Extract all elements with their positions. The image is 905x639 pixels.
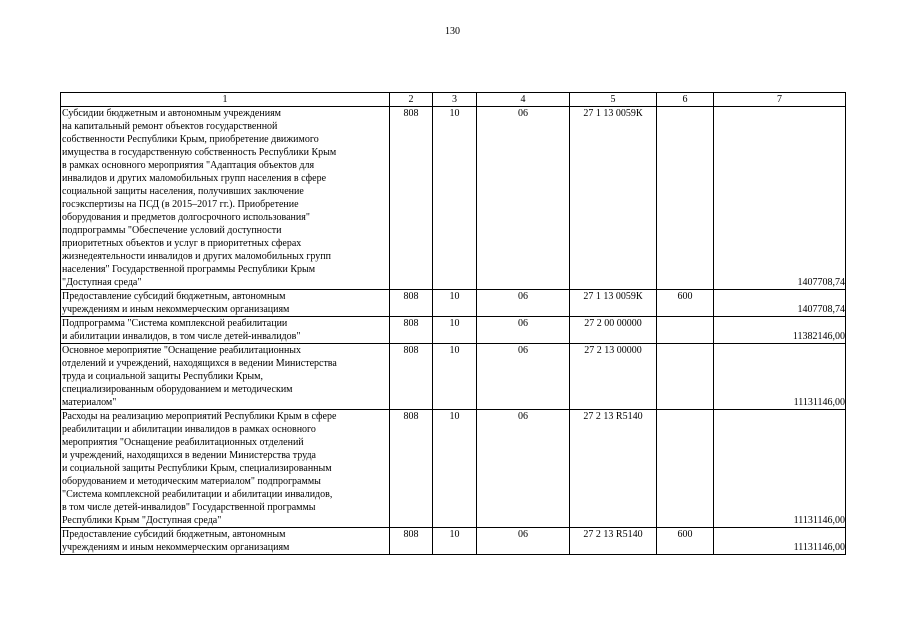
description-line: жизнедеятельности инвалидов и других маломобильных групп xyxy=(62,251,331,262)
column-header: 1 xyxy=(61,93,390,107)
target-article-cell: 27 1 13 0059К xyxy=(570,107,657,290)
expense-type-cell xyxy=(657,317,714,344)
amount-cell: 11131146,00 xyxy=(714,344,846,410)
description-line: и социальной защиты Республики Крым, специализированным xyxy=(62,463,332,474)
description-line: Расходы на реализацию мероприятий Республики Крым в сфере xyxy=(62,411,337,422)
admin-code-cell: 808 xyxy=(390,528,433,555)
section-cell: 10 xyxy=(433,344,477,410)
subsection-cell: 06 xyxy=(477,290,570,317)
description-line: мероприятия "Оснащение реабилитационных отделений xyxy=(62,437,304,448)
section-cell: 10 xyxy=(433,528,477,555)
table-row xyxy=(61,290,846,317)
description-line: учреждениям и иным некоммерческим организациям xyxy=(62,542,290,553)
expense-type-cell xyxy=(657,410,714,528)
subsection-cell: 06 xyxy=(477,344,570,410)
description-line: имущества в государственную собственность Республики Крым xyxy=(62,147,337,158)
section-cell: 10 xyxy=(433,107,477,290)
description-line: "Доступная среда" xyxy=(62,277,142,288)
column-header: 7 xyxy=(714,93,846,107)
description-line: реабилитации и абилитации инвалидов в рамках основного xyxy=(62,424,316,435)
description-line: подпрограммы "Обеспечение условий доступности xyxy=(62,225,282,236)
expense-type-cell xyxy=(657,107,714,290)
description-line: Субсидии бюджетным и автономным учреждениям xyxy=(62,108,282,119)
column-header: 3 xyxy=(433,93,477,107)
row-description xyxy=(61,317,390,344)
amount-cell: 1407708,74 xyxy=(714,290,846,317)
target-article-cell: 27 2 13 R5140 xyxy=(570,410,657,528)
column-header: 6 xyxy=(657,93,714,107)
description-line: труда и социальной защиты Республики Крым, xyxy=(62,371,263,382)
column-header: 2 xyxy=(390,93,433,107)
row-description xyxy=(61,290,390,317)
subsection-cell: 06 xyxy=(477,317,570,344)
row-description xyxy=(61,107,390,290)
table-row xyxy=(61,344,846,410)
description-line: на капитальный ремонт объектов государственной xyxy=(62,121,278,132)
description-line: оборудования и предметов долгосрочного использования" xyxy=(62,212,310,223)
target-article-cell: 27 2 13 00000 xyxy=(570,344,657,410)
subsection-cell: 06 xyxy=(477,410,570,528)
table-header-row xyxy=(61,93,846,107)
table-row xyxy=(61,107,846,290)
target-article-cell: 27 1 13 0059К xyxy=(570,290,657,317)
amount-cell: 11382146,00 xyxy=(714,317,846,344)
table-row xyxy=(61,528,846,555)
expense-type-cell: 600 xyxy=(657,528,714,555)
amount-cell: 1407708,74 xyxy=(714,107,846,290)
admin-code-cell: 808 xyxy=(390,317,433,344)
table-row xyxy=(61,317,846,344)
subsection-cell: 06 xyxy=(477,528,570,555)
description-line: Предоставление субсидий бюджетным, автономным xyxy=(62,291,286,302)
amount-cell: 11131146,00 xyxy=(714,528,846,555)
description-line: Предоставление субсидий бюджетным, автономным xyxy=(62,529,286,540)
description-line: приоритетных объектов и услуг в приоритетных сферах xyxy=(62,238,302,249)
description-line: госэкспертизы на ПСД (в 2015–2017 гг.). Приобретение xyxy=(62,199,299,210)
row-description xyxy=(61,528,390,555)
subsection-cell: 06 xyxy=(477,107,570,290)
description-line: специализированным оборудованием и методическим xyxy=(62,384,293,395)
admin-code-cell: 808 xyxy=(390,107,433,290)
column-header: 5 xyxy=(570,93,657,107)
description-line: "Система комплексной реабилитации и абилитации инвалидов, xyxy=(62,489,333,500)
target-article-cell: 27 2 13 R5140 xyxy=(570,528,657,555)
description-line: инвалидов и других маломобильных групп населения в сфере xyxy=(62,173,327,184)
admin-code-cell: 808 xyxy=(390,290,433,317)
description-line: отделений и учреждений, находящихся в ведении Министерства xyxy=(62,358,337,369)
section-cell: 10 xyxy=(433,317,477,344)
description-line: социальной защиты населения, получивших заключение xyxy=(62,186,304,197)
description-line: в рамках основного мероприятия "Адаптация объектов для xyxy=(62,160,315,171)
description-line: Подпрограмма "Система комплексной реабилитации xyxy=(62,318,288,329)
expense-type-cell: 600 xyxy=(657,290,714,317)
description-line: собственности Республики Крым, приобретение движимого xyxy=(62,134,319,145)
amount-cell: 11131146,00 xyxy=(714,410,846,528)
admin-code-cell: 808 xyxy=(390,410,433,528)
description-line: материалом" xyxy=(62,397,117,408)
description-line: Основное мероприятие "Оснащение реабилитационных xyxy=(62,345,302,356)
description-line: Республики Крым "Доступная среда" xyxy=(62,515,222,526)
description-line: и абилитации инвалидов, в том числе детей-инвалидов" xyxy=(62,331,301,342)
description-line: оборудованием и методическим материалом" подпрограммы xyxy=(62,476,321,487)
description-line: населения" Государственной программы Республики Крым xyxy=(62,264,316,275)
target-article-cell: 27 2 00 00000 xyxy=(570,317,657,344)
row-description xyxy=(61,410,390,528)
table-row xyxy=(61,410,846,528)
page-number: 130 xyxy=(445,26,460,37)
expense-type-cell xyxy=(657,344,714,410)
section-cell: 10 xyxy=(433,410,477,528)
row-description xyxy=(61,344,390,410)
budget-table xyxy=(60,92,846,555)
column-header: 4 xyxy=(477,93,570,107)
section-cell: 10 xyxy=(433,290,477,317)
description-line: и учреждений, находящихся в ведении Министерства труда xyxy=(62,450,316,461)
admin-code-cell: 808 xyxy=(390,344,433,410)
description-line: учреждениям и иным некоммерческим организациям xyxy=(62,304,290,315)
description-line: в том числе детей-инвалидов" Государственной программы xyxy=(62,502,316,513)
